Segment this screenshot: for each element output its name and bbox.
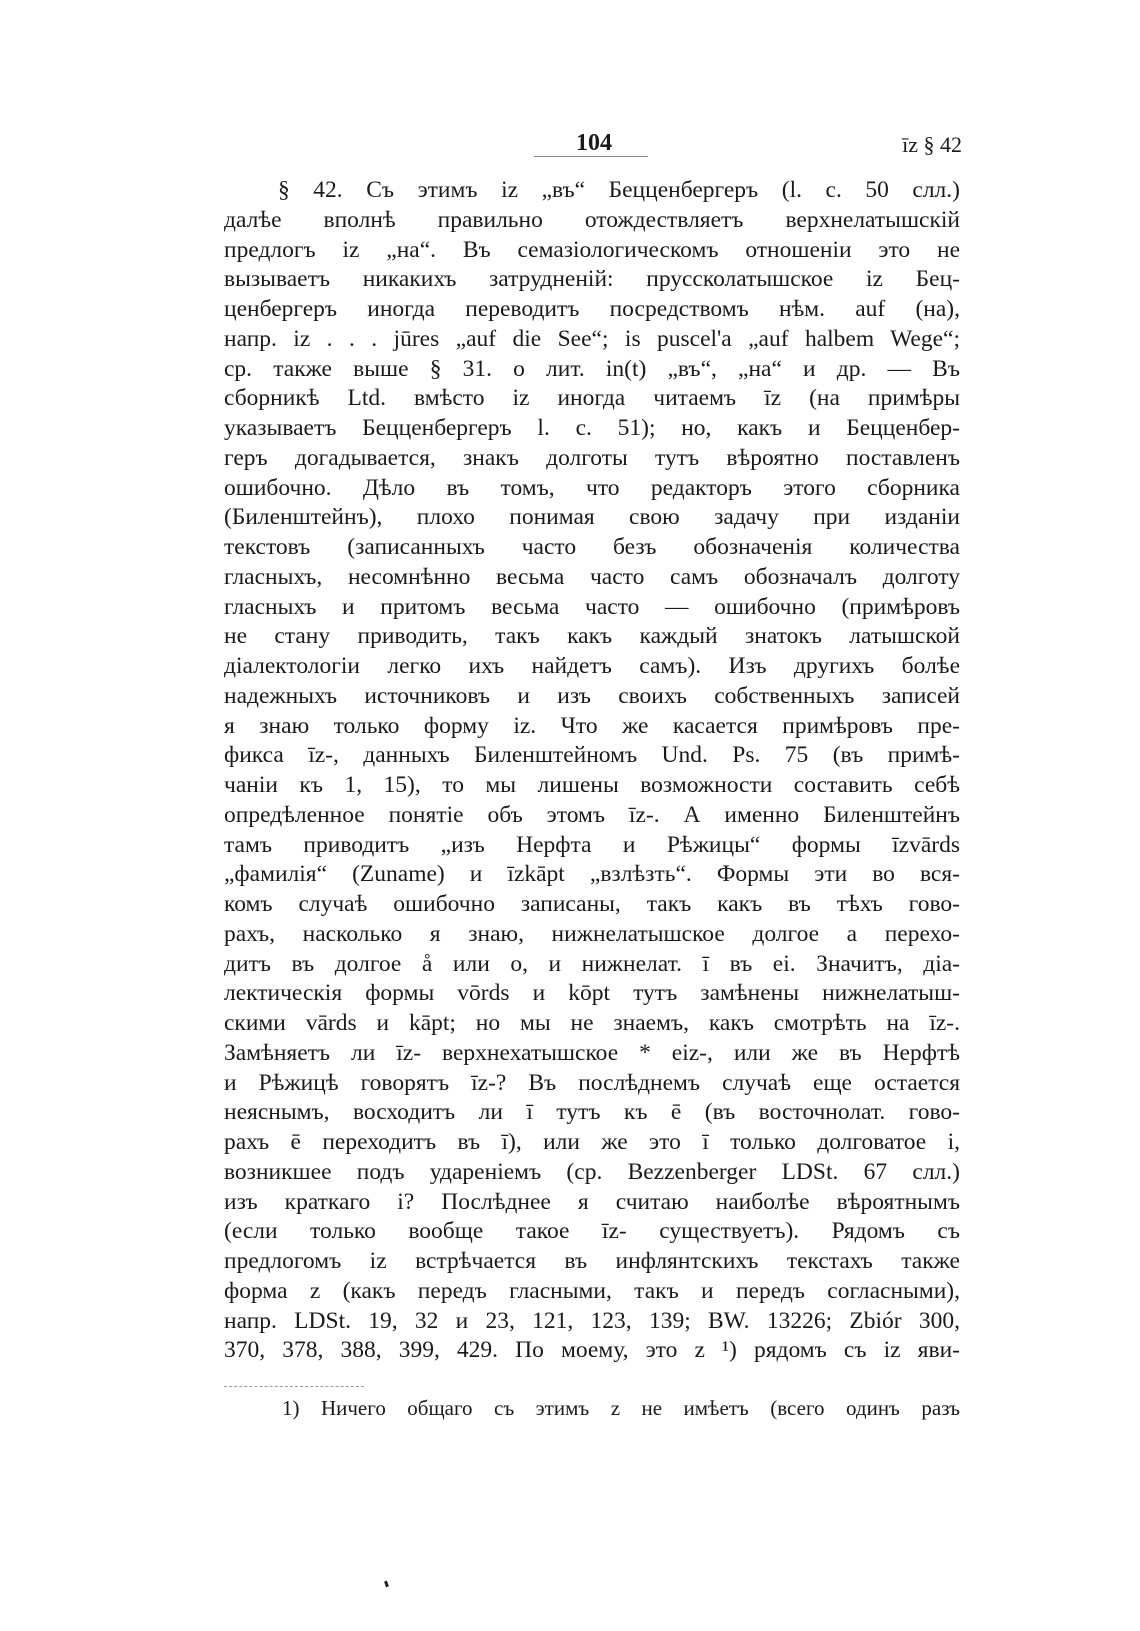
footnote: 1) Ничего общаго съ этимъ z не имѣетъ (всего одинъ разъ bbox=[282, 1396, 960, 1420]
text-line: рахъ, насколько я знаю, нижнелатышское долгое а перехо- bbox=[224, 920, 960, 947]
page-number-rule bbox=[534, 156, 648, 157]
text-line: діалектологіи легко ихъ найдетъ самъ). Изъ другихъ болѣе bbox=[224, 653, 960, 679]
text-line: гласныхъ, несомнѣнно весьма часто самъ обозначалъ долготу bbox=[224, 563, 960, 590]
text-line: ценбергеръ иногда переводитъ посредствомъ нѣм. auf (на), bbox=[224, 296, 960, 322]
text-line: форма z (какъ передъ гласными, такъ и передъ согласными), bbox=[224, 1277, 960, 1304]
text-line: предлогъ iz „на“. Въ семазіологическомъ отношеніи это не bbox=[224, 236, 960, 263]
text-line: геръ догадывается, знакъ долготы тутъ вѣроятно поставленъ bbox=[224, 444, 960, 471]
text-line: рахъ ē переходитъ въ ī), или же это ī только долговатое i, bbox=[224, 1129, 960, 1155]
running-head: īz § 42 bbox=[902, 132, 962, 157]
text-line: неяснымъ, восходитъ ли ī тутъ къ ē (въ восточнолат. гово- bbox=[224, 1099, 960, 1126]
text-line: (если только вообще такое īz- существуетъ). Рядомъ съ bbox=[224, 1218, 960, 1245]
text-line: возникшее подъ удареніемъ (ср. Bezzenberger LDSt. 67 слл.) bbox=[224, 1158, 960, 1185]
text-line: тамъ приводитъ „изъ Нерфта и Рѣжицы“ формы īzvārds bbox=[224, 831, 960, 858]
text-line: фикса īz-, данныхъ Биленштейномъ Und. Ps. 75 (въ примѣ- bbox=[224, 742, 960, 769]
text-line: текстовъ (записанныхъ часто безъ обозначенія количества bbox=[224, 534, 960, 560]
text-line: ошибочно. Дѣло въ томъ, что редакторъ этого сборника bbox=[224, 474, 960, 501]
text-line: предлогомъ iz встрѣчается въ инфлянтскихъ текстахъ также bbox=[224, 1248, 960, 1274]
text-line: напр. LDSt. 19, 32 и 23, 121, 123, 139; BW. 13226; Zbiór 300, bbox=[224, 1307, 960, 1334]
page-number: 104 bbox=[576, 130, 612, 156]
text-line: Замѣняетъ ли īz- верхнехатышское * eiz-, или же въ Нерфтѣ bbox=[224, 1039, 960, 1066]
text-line: скими vārds и kāpt; но мы не знаемъ, какъ смотрѣть на īz-. bbox=[224, 1010, 960, 1036]
text-line: не стану приводить, такъ какъ каждый знатокъ латышской bbox=[224, 623, 960, 650]
text-line: напр. iz . . . jūres „auf die See“; is puscel'a „auf halbem Wege“; bbox=[224, 325, 960, 352]
text-line: я знаю только форму iz. Что же касается примѣровъ пре- bbox=[224, 712, 960, 739]
text-line: дитъ въ долгое å или о, и нижнелат. ī въ ei. Значитъ, діа- bbox=[224, 950, 960, 977]
text-line: надежныхъ источниковъ и изъ своихъ собственныхъ записей bbox=[224, 682, 960, 709]
text-line: указываетъ Бецценбергеръ l. с. 51); но, какъ и Бецценбер- bbox=[224, 415, 960, 441]
text-line: ср. также выше § 31. о лит. in(t) „въ“, „на“ и др. — Въ bbox=[224, 355, 960, 382]
text-line: изъ краткаго i? Послѣднее я считаю наиболѣе вѣроятнымъ bbox=[224, 1188, 960, 1215]
text-line: опредѣленное понятіе объ этомъ īz-. А именно Биленштейнъ bbox=[224, 801, 960, 828]
text-line: лектическія формы vōrds и kōpt тутъ замѣнены нижнелатыш- bbox=[224, 980, 960, 1007]
text-line: далѣе вполнѣ правильно отождествляетъ верхнелатышскій bbox=[224, 206, 960, 233]
ink-speck bbox=[384, 1581, 389, 1588]
text-line: (Биленштейнъ), плохо понимая свою задачу при изданіи bbox=[224, 504, 960, 531]
body-text bbox=[224, 176, 960, 1366]
text-line: „фамилія“ (Zuname) и īzkāpt „взлѣзть“. Формы эти во вся- bbox=[224, 861, 960, 888]
text-line: комъ случаѣ ошибочно записаны, такъ какъ въ тѣхъ гово- bbox=[224, 891, 960, 917]
text-line: § 42. Съ этимъ iz „въ“ Бецценбергеръ (l. с. 50 слл.) bbox=[278, 177, 960, 203]
text-line: вызываетъ никакихъ затрудненій: прусcколатышское iz Бец- bbox=[224, 266, 960, 293]
text-line: сборникѣ Ltd. вмѣсто iz иногда читаемъ īz (на примѣры bbox=[224, 385, 960, 412]
text-line: 370, 378, 388, 399, 429. По моему, это z ¹) рядомъ съ iz яви- bbox=[224, 1337, 960, 1364]
text-line: чаніи къ 1, 15), то мы лишены возможности составить себѣ bbox=[224, 772, 960, 798]
footnote-rule bbox=[224, 1386, 364, 1387]
text-line: и Рѣжицѣ говорятъ īz-? Въ послѣднемъ случаѣ еще остается bbox=[224, 1069, 960, 1096]
text-line: гласныхъ и притомъ весьма часто — ошибочно (примѣровъ bbox=[224, 593, 960, 620]
